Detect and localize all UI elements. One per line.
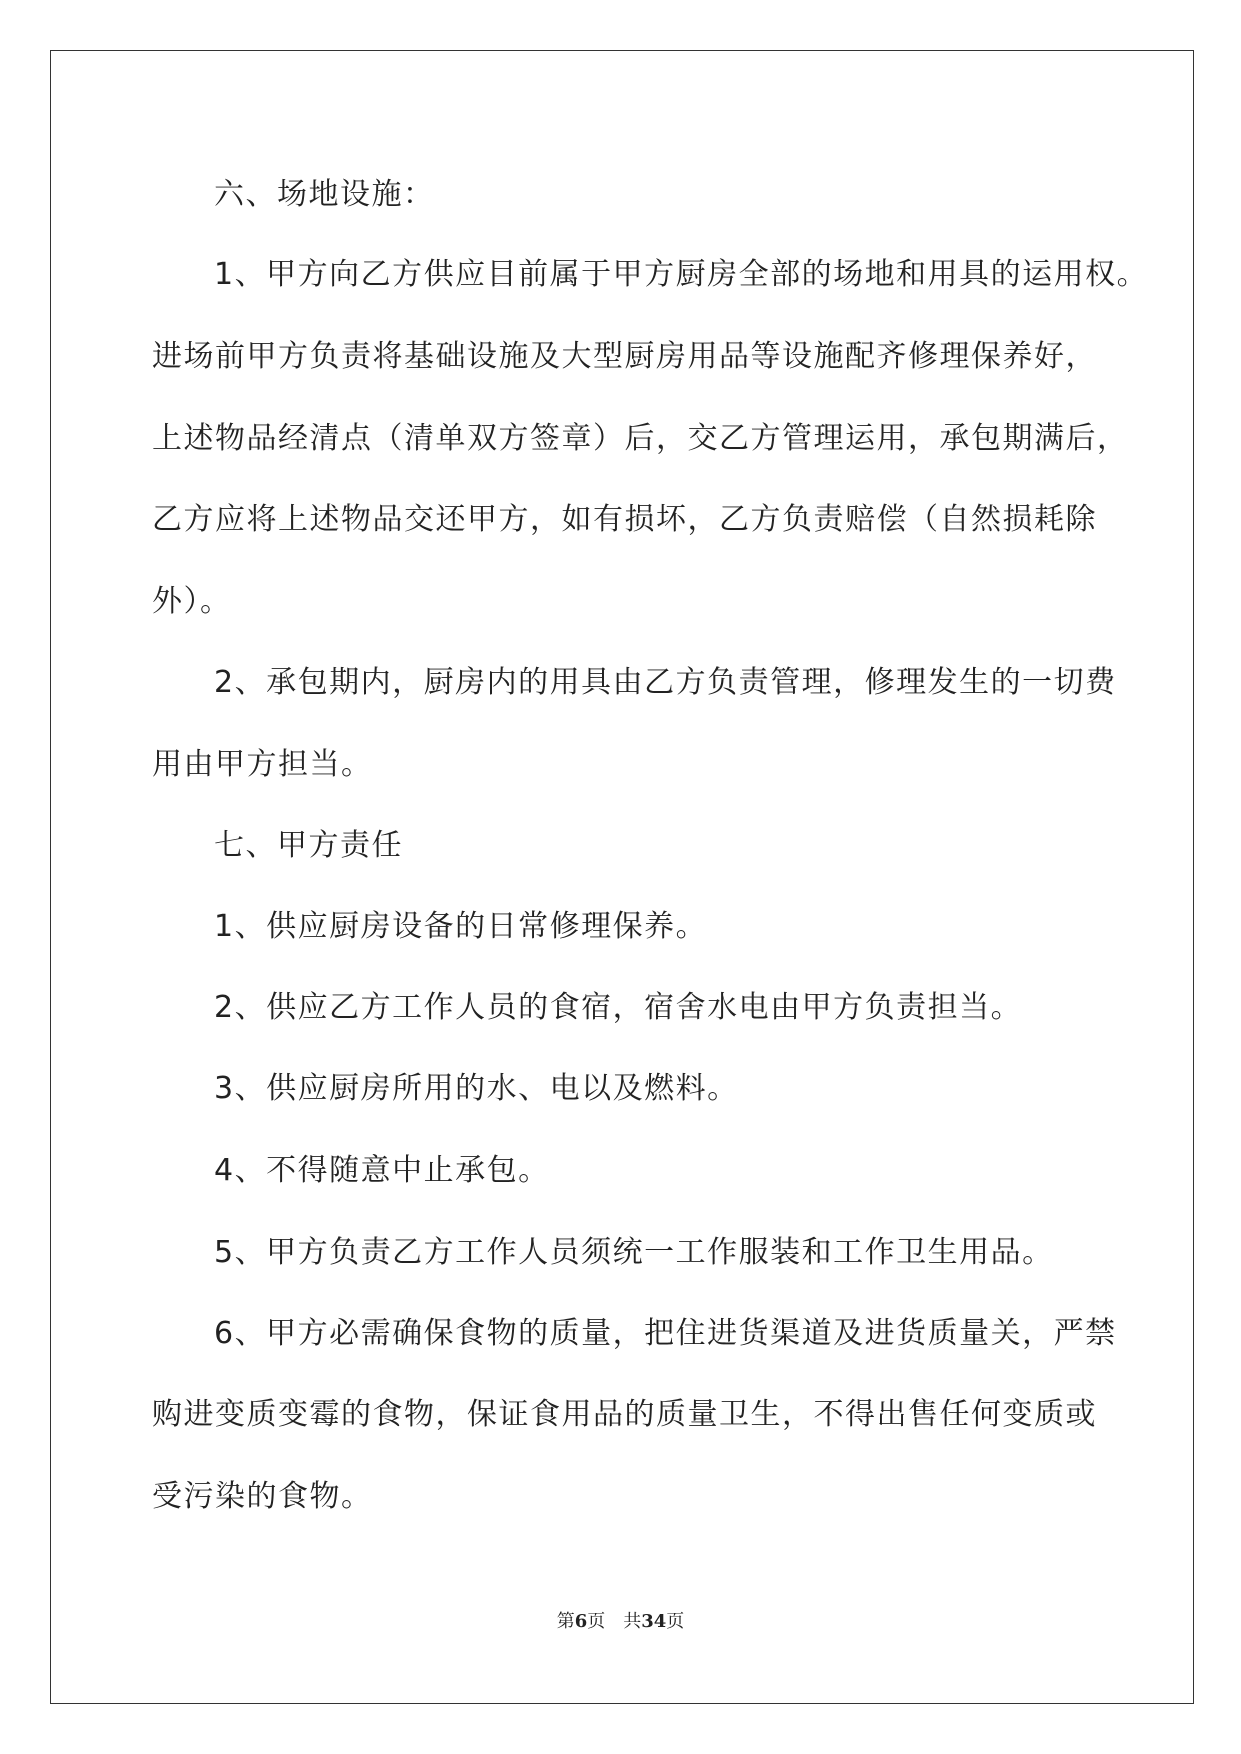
paragraph-line: 2、承包期内，厨房内的用具由乙方负责管理，修理发生的一切费 — [214, 665, 1117, 700]
paragraph-line: 购进变质变霉的食物，保证食用品的质量卫生，不得出售任何变质或 — [152, 1397, 1097, 1432]
paragraph-line: 外）。 — [152, 584, 232, 619]
footer-total-suffix: 页 — [666, 1611, 685, 1632]
paragraph-line: 1、甲方向乙方供应目前属于甲方厨房全部的场地和用具的运用权。 — [214, 257, 1149, 292]
list-item: 1、供应厨房设备的日常修理保养。 — [214, 909, 708, 944]
footer-total-pages: 34 — [641, 1611, 667, 1632]
section-heading-seven: 七、甲方责任 — [214, 828, 403, 863]
list-item: 3、供应厨房所用的水、电以及燃料。 — [214, 1071, 739, 1106]
footer-page-prefix: 第 — [556, 1611, 575, 1632]
footer-page-suffix: 页 — [587, 1611, 606, 1632]
list-item: 2、供应乙方工作人员的食宿，宿舍水电由甲方负责担当。 — [214, 990, 1023, 1025]
list-item: 6、甲方必需确保食物的质量，把住进货渠道及进货质量关，严禁 — [214, 1316, 1117, 1351]
footer-page-number: 6 — [574, 1611, 588, 1632]
list-item: 5、甲方负责乙方工作人员须统一工作服装和工作卫生用品。 — [214, 1235, 1054, 1270]
footer-total-prefix: 共 — [623, 1611, 642, 1632]
list-item: 4、不得随意中止承包。 — [214, 1153, 550, 1188]
paragraph-line: 进场前甲方负责将基础设施及大型厨房用品等设施配齐修理保养好， — [152, 339, 1097, 374]
page-border — [50, 50, 1194, 1704]
paragraph-line: 上述物品经清点（清单双方签章）后，交乙方管理运用，承包期满后， — [152, 421, 1129, 456]
section-heading-six: 六、场地设施： — [214, 177, 435, 212]
paragraph-line: 受污染的食物。 — [152, 1479, 373, 1514]
paragraph-line: 用由甲方担当。 — [152, 747, 373, 782]
page-footer — [0, 1610, 1241, 1634]
paragraph-line: 乙方应将上述物品交还甲方，如有损坏，乙方负责赔偿（自然损耗除 — [152, 502, 1097, 537]
